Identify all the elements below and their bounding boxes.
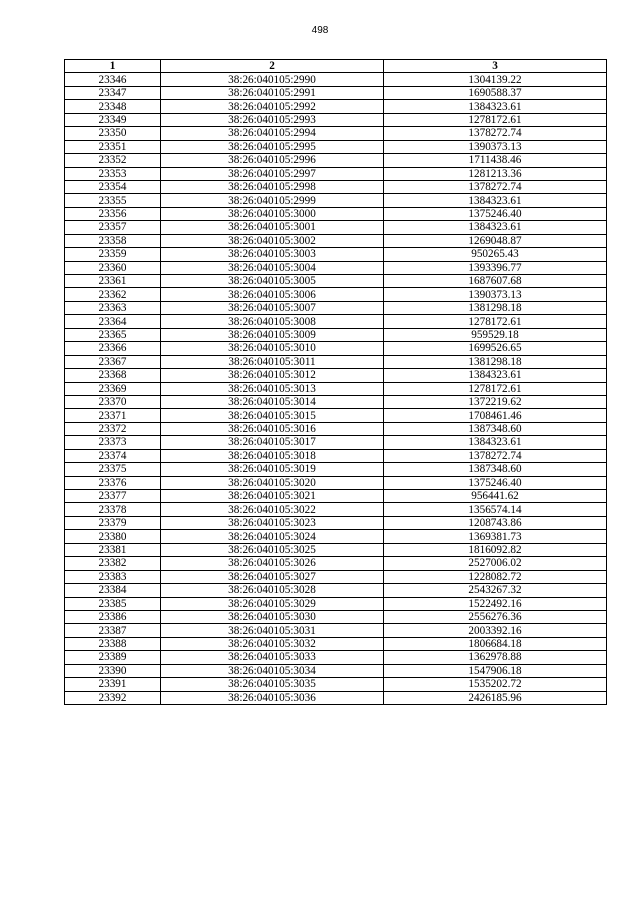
value-cell: 1375246.40 <box>384 207 607 220</box>
value-cell: 1278172.61 <box>384 382 607 395</box>
cadastral-number-cell: 38:26:040105:3034 <box>161 664 384 677</box>
table-row <box>65 490 607 503</box>
cadastral-number-cell: 38:26:040105:3004 <box>161 261 384 274</box>
cadastral-number-cell: 38:26:040105:2993 <box>161 113 384 126</box>
column-header-2: 2 <box>161 60 384 73</box>
value-cell: 1269048.87 <box>384 234 607 247</box>
row-number-cell: 23349 <box>65 113 161 126</box>
column-header-3: 3 <box>384 60 607 73</box>
table-row <box>65 530 607 543</box>
cadastral-number-cell: 38:26:040105:3002 <box>161 234 384 247</box>
cadastral-number-cell: 38:26:040105:3000 <box>161 207 384 220</box>
value-cell: 1356574.14 <box>384 503 607 516</box>
table-row <box>65 637 607 650</box>
table-row <box>65 315 607 328</box>
cadastral-number-cell: 38:26:040105:2994 <box>161 127 384 140</box>
cadastral-number-cell: 38:26:040105:3016 <box>161 422 384 435</box>
cadastral-number-cell: 38:26:040105:3005 <box>161 275 384 288</box>
table-row <box>65 154 607 167</box>
value-cell: 1535202.72 <box>384 678 607 691</box>
table-row <box>65 651 607 664</box>
row-number-cell: 23357 <box>65 221 161 234</box>
column-header-1: 1 <box>65 60 161 73</box>
value-cell: 1369381.73 <box>384 530 607 543</box>
table-row <box>65 557 607 570</box>
value-cell: 1547906.18 <box>384 664 607 677</box>
row-number-cell: 23387 <box>65 624 161 637</box>
cadastral-number-cell: 38:26:040105:2995 <box>161 140 384 153</box>
cadastral-number-cell: 38:26:040105:2999 <box>161 194 384 207</box>
cadastral-number-cell: 38:26:040105:3013 <box>161 382 384 395</box>
table-row <box>65 664 607 677</box>
table-row <box>65 275 607 288</box>
value-cell: 1522492.16 <box>384 597 607 610</box>
table-row <box>65 678 607 691</box>
table-row <box>65 261 607 274</box>
row-number-cell: 23348 <box>65 100 161 113</box>
row-number-cell: 23360 <box>65 261 161 274</box>
cadastral-number-cell: 38:26:040105:3036 <box>161 691 384 704</box>
cadastral-number-cell: 38:26:040105:3014 <box>161 395 384 408</box>
row-number-cell: 23350 <box>65 127 161 140</box>
cadastral-number-cell: 38:26:040105:3006 <box>161 288 384 301</box>
table-row <box>65 328 607 341</box>
value-cell: 1372219.62 <box>384 395 607 408</box>
table-row <box>65 449 607 462</box>
cadastral-number-cell: 38:26:040105:3022 <box>161 503 384 516</box>
table-row <box>65 395 607 408</box>
row-number-cell: 23363 <box>65 301 161 314</box>
value-cell: 1390373.13 <box>384 140 607 153</box>
value-cell: 956441.62 <box>384 490 607 503</box>
cadastral-number-cell: 38:26:040105:3015 <box>161 409 384 422</box>
row-number-cell: 23362 <box>65 288 161 301</box>
row-number-cell: 23365 <box>65 328 161 341</box>
row-number-cell: 23372 <box>65 422 161 435</box>
value-cell: 1281213.36 <box>384 167 607 180</box>
value-cell: 1375246.40 <box>384 476 607 489</box>
value-cell: 2543267.32 <box>384 584 607 597</box>
cadastral-number-cell: 38:26:040105:3007 <box>161 301 384 314</box>
row-number-cell: 23347 <box>65 86 161 99</box>
table-row <box>65 691 607 704</box>
row-number-cell: 23352 <box>65 154 161 167</box>
row-number-cell: 23378 <box>65 503 161 516</box>
value-cell: 1699526.65 <box>384 342 607 355</box>
row-number-cell: 23368 <box>65 369 161 382</box>
row-number-cell: 23369 <box>65 382 161 395</box>
cadastral-number-cell: 38:26:040105:3031 <box>161 624 384 637</box>
cadastral-number-cell: 38:26:040105:3026 <box>161 557 384 570</box>
table-row <box>65 86 607 99</box>
row-number-cell: 23355 <box>65 194 161 207</box>
row-number-cell: 23385 <box>65 597 161 610</box>
data-table <box>64 59 607 705</box>
table-row <box>65 167 607 180</box>
row-number-cell: 23390 <box>65 664 161 677</box>
value-cell: 1806684.18 <box>384 637 607 650</box>
value-cell: 1381298.18 <box>384 301 607 314</box>
row-number-cell: 23375 <box>65 463 161 476</box>
value-cell: 1378272.74 <box>384 127 607 140</box>
cadastral-number-cell: 38:26:040105:2997 <box>161 167 384 180</box>
cadastral-number-cell: 38:26:040105:3009 <box>161 328 384 341</box>
table-row <box>65 100 607 113</box>
row-number-cell: 23377 <box>65 490 161 503</box>
table-row <box>65 503 607 516</box>
value-cell: 2556276.36 <box>384 610 607 623</box>
value-cell: 1381298.18 <box>384 355 607 368</box>
row-number-cell: 23380 <box>65 530 161 543</box>
table-row <box>65 369 607 382</box>
table-row <box>65 288 607 301</box>
table-row <box>65 355 607 368</box>
row-number-cell: 23374 <box>65 449 161 462</box>
cadastral-number-cell: 38:26:040105:3027 <box>161 570 384 583</box>
value-cell: 1708461.46 <box>384 409 607 422</box>
row-number-cell: 23351 <box>65 140 161 153</box>
cadastral-number-cell: 38:26:040105:3029 <box>161 597 384 610</box>
cadastral-number-cell: 38:26:040105:2998 <box>161 180 384 193</box>
value-cell: 1384323.61 <box>384 100 607 113</box>
cadastral-number-cell: 38:26:040105:3025 <box>161 543 384 556</box>
value-cell: 1390373.13 <box>384 288 607 301</box>
table-row <box>65 140 607 153</box>
row-number-cell: 23353 <box>65 167 161 180</box>
cadastral-number-cell: 38:26:040105:3024 <box>161 530 384 543</box>
row-number-cell: 23386 <box>65 610 161 623</box>
table-row <box>65 476 607 489</box>
table-row <box>65 516 607 529</box>
table-row <box>65 221 607 234</box>
row-number-cell: 23388 <box>65 637 161 650</box>
cadastral-number-cell: 38:26:040105:3035 <box>161 678 384 691</box>
row-number-cell: 23364 <box>65 315 161 328</box>
cadastral-number-cell: 38:26:040105:3001 <box>161 221 384 234</box>
value-cell: 1690588.37 <box>384 86 607 99</box>
row-number-cell: 23370 <box>65 395 161 408</box>
row-number-cell: 23354 <box>65 180 161 193</box>
value-cell: 1304139.22 <box>384 73 607 86</box>
value-cell: 1393396.77 <box>384 261 607 274</box>
row-number-cell: 23361 <box>65 275 161 288</box>
table-row <box>65 73 607 86</box>
row-number-cell: 23373 <box>65 436 161 449</box>
value-cell: 1387348.60 <box>384 422 607 435</box>
value-cell: 1711438.46 <box>384 154 607 167</box>
value-cell: 2003392.16 <box>384 624 607 637</box>
cadastral-number-cell: 38:26:040105:3020 <box>161 476 384 489</box>
value-cell: 1384323.61 <box>384 221 607 234</box>
cadastral-number-cell: 38:26:040105:2992 <box>161 100 384 113</box>
row-number-cell: 23383 <box>65 570 161 583</box>
row-number-cell: 23382 <box>65 557 161 570</box>
table-row <box>65 113 607 126</box>
table-row <box>65 584 607 597</box>
table-row <box>65 624 607 637</box>
value-cell: 1378272.74 <box>384 449 607 462</box>
value-cell: 1384323.61 <box>384 194 607 207</box>
page-number: 498 <box>311 25 329 36</box>
table-row <box>65 543 607 556</box>
table-row <box>65 127 607 140</box>
table-body <box>65 73 607 705</box>
cadastral-number-cell: 38:26:040105:3023 <box>161 516 384 529</box>
table-row <box>65 597 607 610</box>
cadastral-number-cell: 38:26:040105:3008 <box>161 315 384 328</box>
cadastral-number-cell: 38:26:040105:3033 <box>161 651 384 664</box>
table-row <box>65 436 607 449</box>
cadastral-number-cell: 38:26:040105:3017 <box>161 436 384 449</box>
value-cell: 2527006.02 <box>384 557 607 570</box>
row-number-cell: 23376 <box>65 476 161 489</box>
value-cell: 1384323.61 <box>384 369 607 382</box>
table-row <box>65 422 607 435</box>
row-number-cell: 23366 <box>65 342 161 355</box>
row-number-cell: 23359 <box>65 248 161 261</box>
row-number-cell: 23391 <box>65 678 161 691</box>
table-row <box>65 180 607 193</box>
cadastral-number-cell: 38:26:040105:3018 <box>161 449 384 462</box>
cadastral-number-cell: 38:26:040105:3012 <box>161 369 384 382</box>
row-number-cell: 23358 <box>65 234 161 247</box>
value-cell: 1278172.61 <box>384 113 607 126</box>
cadastral-number-cell: 38:26:040105:3011 <box>161 355 384 368</box>
cadastral-number-cell: 38:26:040105:3019 <box>161 463 384 476</box>
cadastral-number-cell: 38:26:040105:3003 <box>161 248 384 261</box>
row-number-cell: 23356 <box>65 207 161 220</box>
table-row <box>65 194 607 207</box>
row-number-cell: 23367 <box>65 355 161 368</box>
cadastral-number-cell: 38:26:040105:3010 <box>161 342 384 355</box>
cadastral-number-cell: 38:26:040105:3021 <box>161 490 384 503</box>
value-cell: 1387348.60 <box>384 463 607 476</box>
value-cell: 2426185.96 <box>384 691 607 704</box>
value-cell: 1378272.74 <box>384 180 607 193</box>
cadastral-number-cell: 38:26:040105:3030 <box>161 610 384 623</box>
value-cell: 1816092.82 <box>384 543 607 556</box>
value-cell: 950265.43 <box>384 248 607 261</box>
value-cell: 1278172.61 <box>384 315 607 328</box>
table-row <box>65 301 607 314</box>
table-row <box>65 234 607 247</box>
table-row <box>65 463 607 476</box>
table-row <box>65 610 607 623</box>
table-row <box>65 409 607 422</box>
row-number-cell: 23381 <box>65 543 161 556</box>
row-number-cell: 23389 <box>65 651 161 664</box>
value-cell: 959529.18 <box>384 328 607 341</box>
table-row <box>65 570 607 583</box>
cadastral-number-cell: 38:26:040105:2990 <box>161 73 384 86</box>
cadastral-number-cell: 38:26:040105:3032 <box>161 637 384 650</box>
table-row <box>65 207 607 220</box>
table-row <box>65 248 607 261</box>
value-cell: 1384323.61 <box>384 436 607 449</box>
table-header-row <box>65 60 607 73</box>
cadastral-number-cell: 38:26:040105:2996 <box>161 154 384 167</box>
table-row <box>65 342 607 355</box>
row-number-cell: 23384 <box>65 584 161 597</box>
value-cell: 1362978.88 <box>384 651 607 664</box>
row-number-cell: 23392 <box>65 691 161 704</box>
row-number-cell: 23346 <box>65 73 161 86</box>
value-cell: 1208743.86 <box>384 516 607 529</box>
cadastral-number-cell: 38:26:040105:3028 <box>161 584 384 597</box>
row-number-cell: 23379 <box>65 516 161 529</box>
cadastral-number-cell: 38:26:040105:2991 <box>161 86 384 99</box>
row-number-cell: 23371 <box>65 409 161 422</box>
value-cell: 1687607.68 <box>384 275 607 288</box>
table-row <box>65 382 607 395</box>
value-cell: 1228082.72 <box>384 570 607 583</box>
